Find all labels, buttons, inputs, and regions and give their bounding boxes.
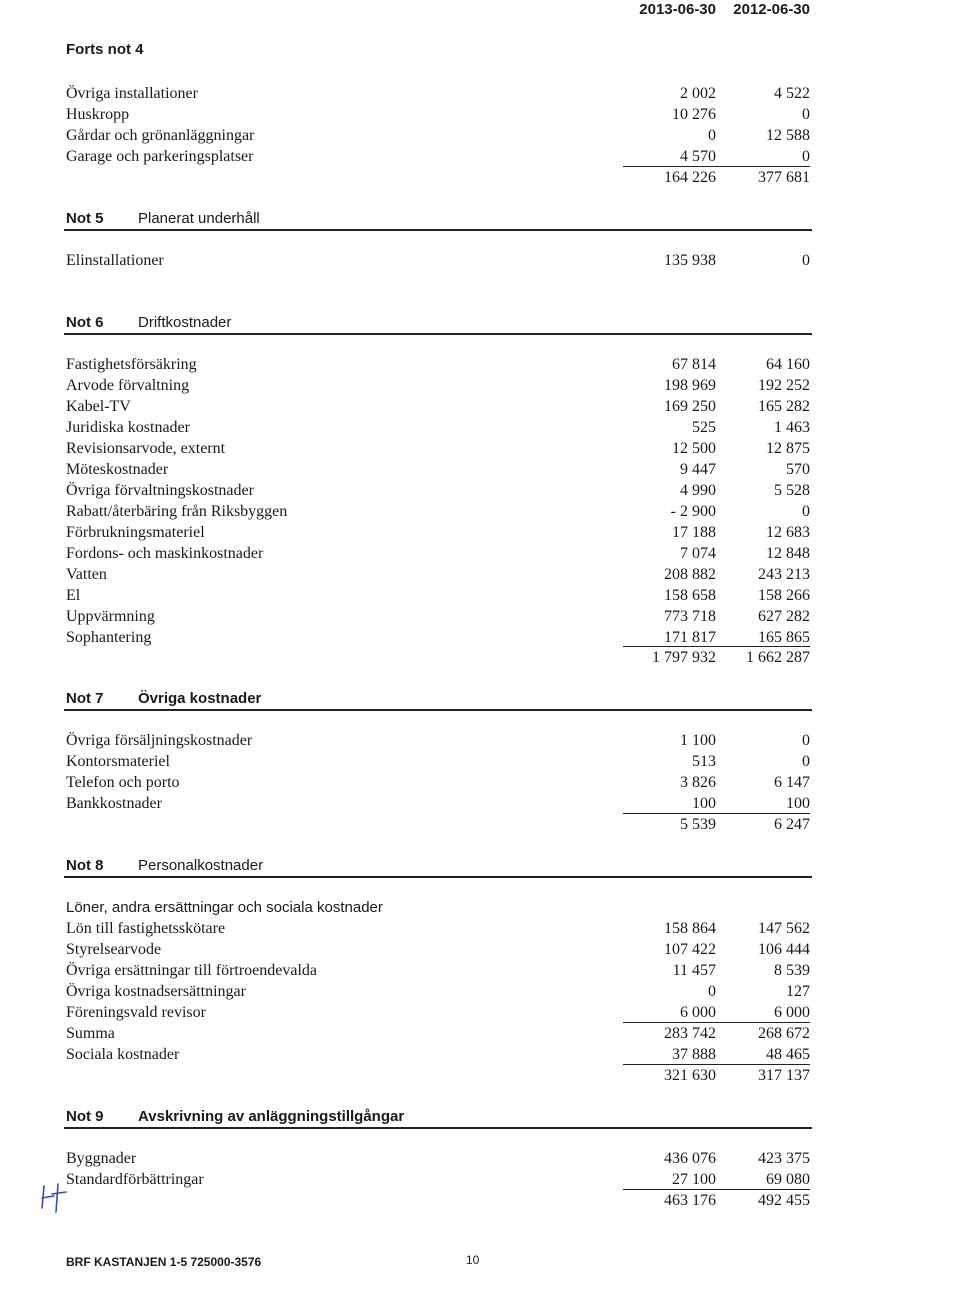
value-2012: 192 252: [758, 377, 810, 394]
value-2013: 513: [692, 753, 716, 770]
total-2012: 492 455: [758, 1192, 810, 1209]
value-2013: 10 276: [672, 106, 716, 123]
table-row: [0, 459, 960, 480]
value-2012: 1 463: [774, 419, 810, 436]
value-2012: 627 282: [758, 608, 810, 625]
note-7-heading: [64, 685, 812, 711]
value-2012: 158 266: [758, 587, 810, 604]
handwritten-initials-mark: [34, 1178, 74, 1216]
column-header-2013: 2013-06-30: [639, 1, 716, 18]
table-row: [0, 772, 960, 793]
row-label: Förbrukningsmateriel: [66, 524, 205, 541]
total-2013: 164 226: [664, 169, 716, 186]
table-row: [0, 1148, 960, 1169]
total-2013: 463 176: [664, 1192, 716, 1209]
total-2012: 1 662 287: [746, 649, 810, 666]
table-row: [0, 396, 960, 417]
value-2012: 127: [786, 983, 810, 1000]
value-2013: 3 826: [680, 774, 716, 791]
total-2013: 5 539: [680, 816, 716, 833]
value-2013: 198 969: [664, 377, 716, 394]
value-2013: 283 742: [664, 1025, 716, 1042]
table-row: [0, 585, 960, 606]
row-label: Möteskostnader: [66, 461, 169, 478]
total-2012: 377 681: [758, 169, 810, 186]
table-row: [0, 606, 960, 627]
row-label: Kontorsmateriel: [66, 753, 170, 770]
note-6-heading: [64, 309, 812, 335]
table-row: [0, 939, 960, 960]
note-number: Not 5: [66, 210, 104, 227]
row-label: Kabel-TV: [66, 398, 131, 415]
value-2012: 0: [802, 148, 810, 165]
value-2012: 12 588: [766, 127, 810, 144]
value-2013: 135 938: [664, 252, 716, 269]
row-label: Övriga försäljningskostnader: [66, 732, 253, 749]
total-2013: 1 797 932: [652, 649, 716, 666]
value-2012: 69 080: [766, 1171, 810, 1188]
value-2013: 100: [692, 795, 716, 812]
note-title: Driftkostnader: [138, 314, 232, 331]
value-2013: 158 658: [664, 587, 716, 604]
value-2012: 570: [786, 461, 810, 478]
row-label: Standardförbättringar: [66, 1171, 204, 1188]
value-2012: 5 528: [774, 482, 810, 499]
table-row: [0, 480, 960, 501]
note-title: Avskrivning av anläggningstillgångar: [138, 1108, 405, 1125]
value-2013: 27 100: [672, 1171, 716, 1188]
value-2013: 1 100: [680, 732, 716, 749]
value-2012: 100: [786, 795, 810, 812]
value-2013: 0: [708, 983, 716, 1000]
value-2013: 67 814: [672, 356, 716, 373]
row-label: Övriga installationer: [66, 85, 198, 102]
total-row: [0, 1065, 960, 1086]
row-label: Elinstallationer: [66, 252, 164, 269]
value-2013: 208 882: [664, 566, 716, 583]
note-number: Not 6: [66, 314, 104, 331]
note-subheading: Löner, andra ersättningar och sociala kostnader: [66, 899, 383, 916]
value-2012: 243 213: [758, 566, 810, 583]
value-2013: 436 076: [664, 1150, 716, 1167]
value-2012: 8 539: [774, 962, 810, 979]
row-label: Summa: [66, 1025, 115, 1042]
value-2013: 0: [708, 127, 716, 144]
value-2013: 7 074: [680, 545, 716, 562]
table-row: [0, 417, 960, 438]
total-row: [0, 1190, 960, 1211]
value-2012: 64 160: [766, 356, 810, 373]
page-number: 10: [466, 1253, 480, 1267]
total-2012: 317 137: [758, 1067, 810, 1084]
table-row: [0, 125, 960, 146]
value-2013: 11 457: [672, 962, 716, 979]
row-label: Uppvärmning: [66, 608, 155, 625]
row-label: Byggnader: [66, 1150, 137, 1167]
value-2013: 12 500: [672, 440, 716, 457]
value-2012: 0: [802, 753, 810, 770]
value-2013: 169 250: [664, 398, 716, 415]
row-label: Föreningsvald revisor: [66, 1004, 206, 1021]
row-label: Övriga förvaltningskostnader: [66, 482, 254, 499]
table-row: [0, 501, 960, 522]
row-label: Revisionsarvode, externt: [66, 440, 226, 457]
column-header-2012: 2012-06-30: [733, 1, 810, 18]
subheading-row: [0, 897, 960, 918]
value-2012: 12 683: [766, 524, 810, 541]
value-2012: 147 562: [758, 920, 810, 937]
row-label: Arvode förvaltning: [66, 377, 190, 394]
table-row: [0, 751, 960, 772]
table-row: [0, 960, 960, 981]
value-2012: 4 522: [774, 85, 810, 102]
total-row: [0, 647, 960, 668]
table-row: [0, 543, 960, 564]
row-label: Övriga ersättningar till förtroendevalda: [66, 962, 318, 979]
table-row: [0, 104, 960, 125]
note-9-heading: [64, 1103, 812, 1129]
value-2012: 106 444: [758, 941, 810, 958]
row-label: Styrelsearvode: [66, 941, 162, 958]
table-row: [0, 627, 960, 648]
row-label: Fastighetsförsäkring: [66, 356, 197, 373]
table-row: [0, 250, 960, 271]
value-2012: 423 375: [758, 1150, 810, 1167]
table-row: [0, 354, 960, 375]
table-row: [0, 438, 960, 459]
value-2013: 2 002: [680, 85, 716, 102]
value-2012: 0: [802, 252, 810, 269]
table-row: [0, 522, 960, 543]
row-label: Vatten: [66, 566, 107, 583]
value-2013: 525: [692, 419, 716, 436]
table-row: [0, 146, 960, 167]
value-2013: 158 864: [664, 920, 716, 937]
table-row: [0, 730, 960, 751]
value-2012: 268 672: [758, 1025, 810, 1042]
total-2013: 321 630: [664, 1067, 716, 1084]
table-row: [0, 981, 960, 1002]
note-number: Not 7: [66, 690, 104, 707]
table-row: [0, 793, 960, 814]
note-number: Not 9: [66, 1108, 104, 1125]
value-2012: 6 147: [774, 774, 810, 791]
row-label: Lön till fastighetsskötare: [66, 920, 226, 937]
value-2013: 773 718: [664, 608, 716, 625]
value-2013: 6 000: [680, 1004, 716, 1021]
row-label: El: [66, 587, 81, 604]
row-label: Telefon och porto: [66, 774, 180, 791]
value-2013: 107 422: [664, 941, 716, 958]
value-2012: 6 000: [774, 1004, 810, 1021]
row-label: Juridiska kostnader: [66, 419, 190, 436]
row-label: Huskropp: [66, 106, 130, 123]
note-title: Övriga kostnader: [138, 690, 262, 707]
value-2013: 171 817: [664, 629, 716, 646]
forts-not4-title: Forts not 4: [66, 41, 144, 58]
value-2013: 17 188: [672, 524, 716, 541]
footer-organization: BRF KASTANJEN 1-5 725000-3576: [66, 1255, 262, 1269]
note-title: Planerat underhåll: [138, 210, 260, 227]
row-label: Fordons- och maskinkostnader: [66, 545, 264, 562]
note-title: Personalkostnader: [138, 857, 264, 874]
row-label: Gårdar och grönanläggningar: [66, 127, 255, 144]
note-8-heading: [64, 852, 812, 878]
table-row: [0, 1044, 960, 1065]
value-2013: 4 570: [680, 148, 716, 165]
value-2012: 12 848: [766, 545, 810, 562]
row-label: Rabatt/återbäring från Riksbyggen: [66, 503, 288, 520]
value-2013: 4 990: [680, 482, 716, 499]
total-row: [0, 814, 960, 835]
value-2013: - 2 900: [670, 503, 716, 520]
row-label: Garage och parkeringsplatser: [66, 148, 254, 165]
value-2012: 0: [802, 732, 810, 749]
value-2012: 165 865: [758, 629, 810, 646]
row-label: Sophantering: [66, 629, 152, 646]
table-row: [0, 564, 960, 585]
value-2012: 165 282: [758, 398, 810, 415]
table-row: [0, 918, 960, 939]
note-5-heading: [64, 205, 812, 231]
value-2013: 9 447: [680, 461, 716, 478]
row-label: Övriga kostnadsersättningar: [66, 983, 246, 1000]
row-label: Sociala kostnader: [66, 1046, 180, 1063]
value-2012: 0: [802, 503, 810, 520]
row-label: Bankkostnader: [66, 795, 162, 812]
total-row: [0, 167, 960, 188]
note-number: Not 8: [66, 857, 104, 874]
table-row: [0, 1002, 960, 1023]
summa-row: [0, 1023, 960, 1044]
table-row: [0, 375, 960, 396]
total-2012: 6 247: [774, 816, 810, 833]
value-2012: 12 875: [766, 440, 810, 457]
value-2013: 37 888: [672, 1046, 716, 1063]
value-2012: 48 465: [766, 1046, 810, 1063]
value-2012: 0: [802, 106, 810, 123]
table-row: [0, 1169, 960, 1190]
table-row: [0, 83, 960, 104]
